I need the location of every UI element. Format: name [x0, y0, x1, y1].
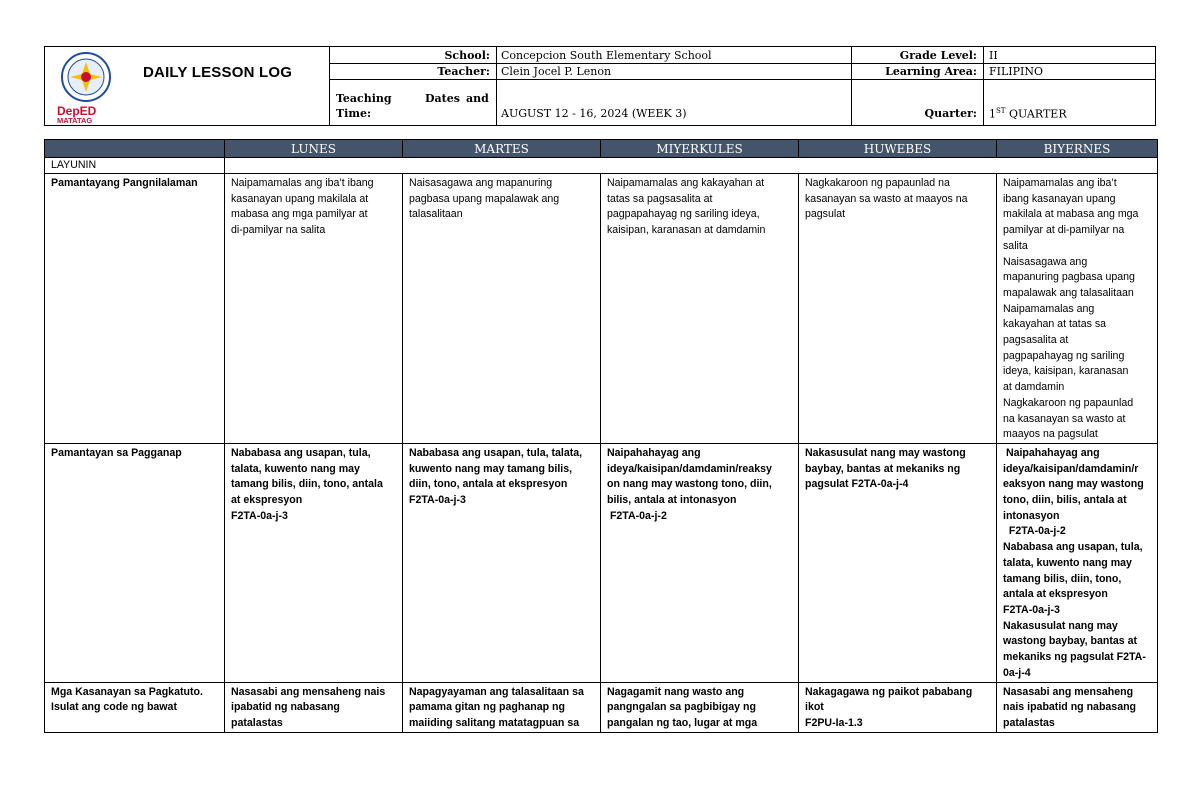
logo-matatag-text: MATATAG	[57, 116, 93, 124]
header-col-divider-1	[496, 47, 497, 125]
cell-text-line: Nagkakaroon ng papaunlad	[1003, 396, 1134, 409]
area-label: Learning Area:	[885, 65, 977, 78]
cell-text-line: Nakasusulat nang may wastong	[805, 446, 966, 459]
dates-value: AUGUST 12 - 16, 2024 (WEEK 3)	[501, 107, 687, 120]
cell-text-line: pamilyar at di-pamilyar na	[1003, 224, 1125, 237]
cell-text-line: pamama gitan ng paghanap ng	[409, 701, 565, 714]
cell-text-line: mapanuring pagbasa upang	[1003, 271, 1135, 284]
cell-text-line: pagbasa upang mapalawak ang	[409, 192, 560, 205]
cell-text-line: kakayahan at tatas sa	[1003, 318, 1107, 331]
row-label-line: Isulat ang code ng bawat	[51, 701, 177, 714]
quarter-suffix: ST	[996, 107, 1006, 115]
grade-label: Grade Level:	[899, 49, 977, 62]
cell-text-line: mabasa ang mga pamilyar at	[231, 208, 368, 221]
cell-text-line: bilis, antala at intonasyon	[607, 494, 737, 507]
cell-text-line: kuwento nang may tamang bilis,	[409, 462, 573, 475]
logo-deped-text: DepED	[57, 104, 97, 118]
day-header-martes: MARTES	[403, 140, 601, 158]
cell-text-line: Nababasa ang usapan, tula,	[1003, 541, 1143, 554]
cell-text-line: at ekspresyon	[231, 494, 303, 507]
area-value: FILIPINO	[989, 65, 1044, 78]
cell-text-line: Naipamamalas ang iba’t	[1003, 177, 1117, 189]
cell-text-line: pangngalan sa pagbibigay ng	[607, 701, 756, 714]
table-cell-biyernes	[997, 174, 1158, 444]
table-cell-lunes	[225, 682, 403, 732]
table-cell-biyernes	[997, 682, 1158, 732]
cell-text-line: F2TA-0a-j-2	[607, 509, 667, 522]
row-label	[45, 443, 225, 682]
cell-text-line: Nababasa ang usapan, tula, talata,	[409, 446, 583, 459]
cell-text-line: pagsasalita at	[1003, 334, 1069, 347]
row-label-line: Pamantayang Pangnilalaman	[51, 177, 198, 189]
cell-text-line: na kasanayan sa wasto at	[1003, 412, 1126, 425]
cell-text-line: tamang bilis, diin, tono, antala	[231, 478, 383, 491]
cell-text-line: on nang may wastong tono, diin,	[607, 478, 772, 491]
dates-label-1: Teaching	[336, 92, 392, 105]
deped-logo-icon	[57, 104, 119, 124]
cell-text-line: makilala at mabasa ang mga	[1003, 208, 1139, 221]
cell-text-line: mekaniks ng pagsulat F2TA-	[1003, 651, 1146, 664]
table-row	[45, 443, 1158, 682]
cell-text-line: 0a-j-4	[1003, 666, 1031, 679]
cell-text-line: Naisasagawa ang	[1003, 255, 1088, 268]
grade-value: II	[989, 49, 998, 62]
header-box	[44, 46, 1156, 126]
cell-text-line: Naipahahayag ang	[607, 446, 701, 459]
cell-text-line: eaksyon nang may wastong	[1003, 478, 1144, 491]
table-cell-martes	[403, 174, 601, 444]
page-title: DAILY LESSON LOG	[143, 64, 293, 81]
row-label-line: Mga Kasanayan sa Pagkatuto.	[51, 685, 203, 698]
cell-text-line: mapalawak ang talasalitaan	[1003, 286, 1134, 299]
cell-text-line: di-pamilyar na salita	[231, 224, 326, 237]
cell-text-line: nais ipabatid ng nabasang	[1003, 701, 1137, 714]
dates-label-4: Time:	[336, 107, 372, 120]
cell-text-line: pangalan ng tao, lugar at mga	[607, 716, 758, 729]
cell-text-line: Nasasabi ang mensaheng nais	[231, 685, 386, 698]
cell-text-line: kaisipan, karanasan at damdamin	[607, 224, 766, 237]
cell-text-line: Naipamamalas ang iba’t ibang	[231, 177, 374, 189]
cell-text-line: Nagagamit nang wasto ang	[607, 685, 745, 698]
table-cell-huwebes	[799, 443, 997, 682]
table-row	[45, 174, 1158, 444]
cell-text-line: kasanayan sa wasto at maayos na	[805, 192, 968, 205]
cell-text-line: at damdamin	[1003, 381, 1065, 394]
cell-text-line: patalastas	[231, 716, 283, 729]
cell-text-line: ideya/kaisipan/damdamin/reaksy	[607, 462, 772, 475]
cell-text-line: maayos na pagsulat	[1003, 428, 1098, 441]
cell-text-line: Nasasabi ang mensaheng	[1003, 685, 1134, 698]
deped-seal-icon	[59, 52, 113, 102]
cell-text-line: F2TA-0a-j-3	[231, 509, 288, 522]
section-blank	[225, 158, 1158, 174]
cell-text-line: F2PU-Ia-1.3	[805, 716, 863, 729]
day-header-miyerkules: MIYERKULES	[601, 140, 799, 158]
cell-text-line: pagsulat F2TA-0a-j-4	[805, 478, 909, 491]
header-col-divider-2	[851, 47, 852, 125]
cell-text-line: salita	[1003, 239, 1028, 252]
row-label	[45, 174, 225, 444]
table-cell-lunes	[225, 174, 403, 444]
cell-text-line: F2TA-0a-j-3	[1003, 603, 1060, 616]
cell-text-line: Nakagagawa ng paikot pababang	[805, 685, 973, 698]
table-cell-miyerkules	[601, 443, 799, 682]
cell-text-line: Naipahahayag ang	[1003, 446, 1100, 459]
quarter-text: QUARTER	[1005, 107, 1067, 121]
cell-text-line: antala at ekspresyon	[1003, 588, 1108, 601]
quarter-value	[989, 107, 1067, 121]
logo-cell	[45, 47, 330, 125]
dates-label-2: Dates	[425, 92, 460, 105]
table-cell-miyerkules	[601, 174, 799, 444]
section-label: LAYUNIN	[45, 158, 225, 174]
quarter-number: 1	[989, 107, 996, 121]
header-row-divider-2	[329, 79, 1155, 80]
table-cell-martes	[403, 443, 601, 682]
cell-text-line: pagpapahayag ng sariling	[1003, 349, 1125, 362]
cell-text-line: talata, kuwento nang may	[1003, 556, 1132, 569]
cell-text-line: ikot	[805, 701, 824, 714]
cell-text-line: tono, diin, bilis, antala at	[1003, 494, 1127, 507]
day-header-blank	[45, 140, 225, 158]
cell-text-line: intonasyon	[1003, 509, 1060, 522]
section-row	[45, 158, 1158, 174]
cell-text-line: Napagyayaman ang talasalitaan sa	[409, 685, 584, 698]
cell-text-line: tamang bilis, diin, tono,	[1003, 572, 1122, 585]
school-value: Concepcion South Elementary School	[501, 49, 712, 62]
table-cell-lunes	[225, 443, 403, 682]
header-row-divider-1	[329, 63, 1155, 64]
table-cell-huwebes	[799, 174, 997, 444]
table-row	[45, 682, 1158, 732]
day-header-biyernes: BIYERNES	[997, 140, 1158, 158]
quarter-label: Quarter:	[924, 107, 977, 120]
row-label-line: Pamantayan sa Pagganap	[51, 446, 182, 459]
cell-text-line: kasanayan upang makilala at	[231, 192, 369, 205]
cell-text-line: ibang kasanayan upang	[1003, 192, 1116, 205]
cell-text-line: ipabatid ng nabasang	[231, 701, 340, 714]
teacher-value: Clein Jocel P. Lenon	[501, 65, 612, 78]
cell-text-line: tatas sa pagsasalita at	[607, 192, 713, 205]
day-header-row	[45, 140, 1158, 158]
row-label	[45, 682, 225, 732]
cell-text-line: Nakasusulat nang may	[1003, 619, 1118, 632]
cell-text-line: talata, kuwento nang may	[231, 462, 360, 475]
cell-text-line: F2TA-0a-j-3	[409, 494, 466, 507]
cell-text-line: ideya, kaisipan, karanasan	[1003, 365, 1129, 378]
table-cell-martes	[403, 682, 601, 732]
cell-text-line: Nagkakaroon ng papaunlad na	[805, 177, 950, 189]
cell-text-line: Nababasa ang usapan, tula,	[231, 446, 371, 459]
cell-text-line: patalastas	[1003, 716, 1055, 729]
cell-text-line: Naisasagawa ang mapanuring	[409, 177, 553, 189]
school-label: School:	[444, 49, 490, 62]
cell-text-line: wastong baybay, bantas at	[1003, 635, 1138, 648]
dates-label-3: and	[466, 92, 489, 105]
cell-text-line: baybay, bantas at mekaniks ng	[805, 462, 961, 475]
table-cell-biyernes	[997, 443, 1158, 682]
cell-text-line: pagsulat	[805, 208, 846, 221]
lesson-table	[44, 139, 1158, 733]
day-header-lunes: LUNES	[225, 140, 403, 158]
cell-text-line: diin, tono, antala at ekspresyon	[409, 478, 568, 491]
cell-text-line: ideya/kaisipan/damdamin/r	[1003, 462, 1139, 475]
cell-text-line: maiiding salitang matatagpuan sa	[409, 716, 580, 729]
table-cell-huwebes	[799, 682, 997, 732]
cell-text-line: Naipamamalas ang kakayahan at	[607, 177, 765, 189]
teacher-label: Teacher:	[437, 65, 490, 78]
cell-text-line: pagpapahayag ng sariling ideya,	[607, 208, 760, 221]
header-col-divider-3	[983, 47, 984, 125]
day-header-huwebes: HUWEBES	[799, 140, 997, 158]
cell-text-line: Naipamamalas ang	[1003, 302, 1095, 315]
cell-text-line: F2TA-0a-j-2	[1003, 525, 1066, 538]
table-cell-miyerkules	[601, 682, 799, 732]
cell-text-line: talasalitaan	[409, 208, 463, 221]
